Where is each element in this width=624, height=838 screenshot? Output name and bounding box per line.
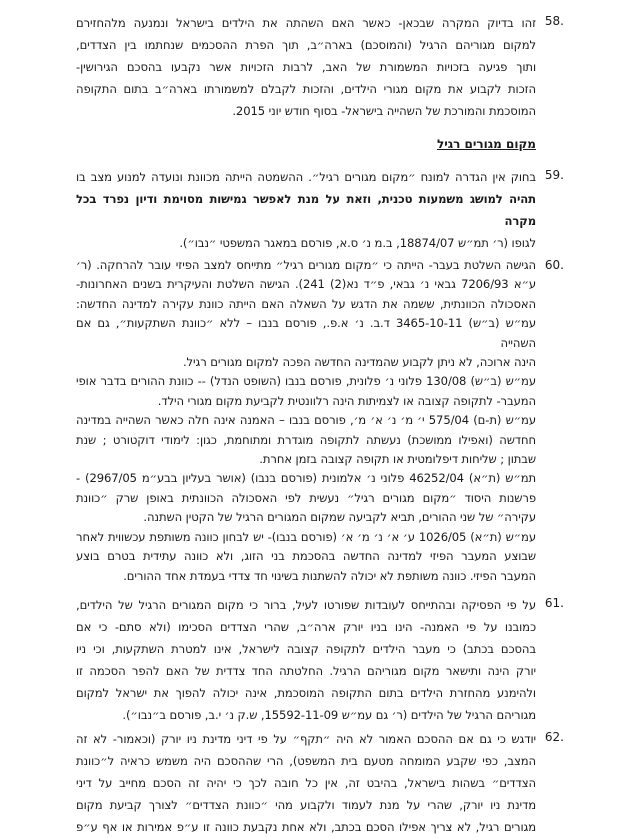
text-line: הגישה השלטת בעבר- הייתה כי ״מקום מגורים רגיל״ מתייחס למצב הפיזי עובר להרחקה. (ר׳	[76, 258, 536, 272]
text-line: למקום מגוריהם הרגיל (והמוסכם) בארה״ב, תוך הפרת ההסכמים שנחתמו בין הצדדים,	[76, 38, 536, 52]
text-line: כמובנו על פי האמנה- הינו בניו יורק ארה״ב, שהרי הצדדים הסכימו (ולא סתם- כי אם	[76, 619, 536, 634]
text-line: הינה ארוכה, לא ניתן לקבוע שהמדינה החדשה הפכה למקום מגורים רגיל.	[182, 355, 536, 370]
paragraph-number: 62.	[544, 729, 564, 744]
text-line: המעבר הפיזי. כוונה משותפת לא יכולה להשתנות בשינוי חד צדדי בעמדת אחד ההורים.	[123, 568, 536, 583]
paragraph-number: 60.	[544, 258, 564, 272]
paragraph-number: 59.	[544, 168, 564, 182]
text-line: ותוך פגיעה בזכויות המשמורת של האב, לרבות הזכויות אשר נקבעו בהסכם הגירושין-	[76, 60, 536, 74]
text-line: פרשנות היסוד ״מקום מגורים רגיל״ נעשית לפי האסכולה הכוונתית באופן שרק ״כוונת	[76, 490, 536, 505]
paragraph-59	[76, 166, 564, 254]
paragraph-number: 61.	[544, 595, 564, 610]
text-line: זהו בדיוק המקרה שבכאן- כאשר האם השהתה את הילדים בישראל ונמנעה מלהחזירם	[76, 16, 536, 30]
text-line: האסכולה הכוונתית, ששמה את הדגש על השאלה האם הייתה כוונת עקירה למדינה החדשה:	[76, 296, 536, 311]
paragraph-58	[76, 12, 564, 122]
text-line: חחדשה (ואפילו ממושכת) נעשתה לתקופה מוגדרת ומתוחמת, כגון: לימודי דוקטורט ; שנת	[76, 432, 536, 447]
text-line: המצב, כפי שקבע המומחה מטעם בית המשפט), הרי שההסכם היה משמש כראיה ל״כוונת	[76, 753, 536, 768]
text-line: עמ״ש (ב״ש) 3465-10-11 ד.ב. נ׳ א.פ., פורסם בנבו – ללא ״כוונת השתקעות״, גם אם השהייה	[76, 316, 536, 350]
paragraph-61	[76, 594, 564, 726]
text-line: המוסכמת והמורכת של השהייה בישראל- בסוף חודש יוני 2015.	[232, 104, 536, 118]
paragraph-62	[76, 728, 564, 838]
text-line: על פי הפסיקה ובהתייחס לעובדות שפורטו לעיל, ברור כי מקום המגורים הרגיל של הילדים,	[76, 597, 536, 612]
text-line: הזכות לקבוע את מקום מגורי הילדים, והזכות לקבלם למשמורתו בארה״ב בתום התקופה	[76, 82, 536, 96]
section-heading: מקום מגורים רגיל	[436, 137, 536, 151]
text-line: עמ״ש (ת-ם) 575/04 י׳ מ׳ נ׳ א׳ מ׳, פורסם בנבו – האמנה אינה חלה כאשר השהייה במדינה	[76, 413, 536, 428]
text-line: יורק הינה ותישאר מקום מגוריהם הרגיל. החלטתה החד צדדית של האם להפר הסכמה זו	[76, 663, 536, 678]
text-line: לגופו (ר׳ תמ״ש 18874/07, ב.מ נ׳ ס.א, פורסם במאגר המשפטי ״נבו״).	[179, 236, 536, 250]
text-line: בחוק אין הגדרה למונח ״מקום מגורים רגיל״. ההשמטה הייתה מכוונת ונועדה למנוע מצב בו	[76, 170, 536, 184]
text-line: בהסכם בכתב) כי מעבר הילדים לתקופה קצובה לישראל, אינו למטרת השתקעות, וכי ניו	[76, 641, 536, 656]
text-line: עקירה״ של שני ההורים, תביא לקביעה שמקום המגורים הרגיל של הקטין השתנה.	[143, 510, 536, 525]
text-line: מגוריהם הרגיל של הילדים (ר׳ גם עמ״ש 15592-11-09, ש.ק נ׳ י.ב, פורסם ב״נבו״).	[122, 707, 536, 722]
text-line: ולהימנע מהחזרת הילדים בתום התקופה המוסכמת, אינה יכולה להפוך את ישראל למקום	[76, 685, 536, 700]
text-line: תמ״ש (ת״א) 46252/04 פלוני נ׳ אלמונית (פורסם בנבו) (אושר בעליון בבע״מ 2967/05) -	[76, 471, 537, 486]
paragraph-spacer	[0, 586, 624, 594]
text-line: מדינת ניו יורק, שהרי על מנת לעמוד ולקבוע מהי ״כוונת הצדדים״ לצורך קביעת מקום	[76, 797, 536, 812]
text-line: שבוצע המעבר הפיזי למדינה החדשה בהסכמת בני הזוג, ולא כוונה עתידית בטרם בוצע	[76, 549, 536, 564]
text-line: הצדדים״ בשהות בישראל, בהיבט זה, אין כל חובה לכך כי יהיה זה הסכם מחייב על דיני	[76, 775, 536, 790]
text-line: יודגש כי גם אם ההסכם האמור לא היה ״תקף״ על פי דיני מדינת ניו יורק (וכאמור- לא זה	[76, 731, 536, 746]
text-line: המעבר- לתקופה קצובה או לצמיתות הינה רלוונטית לקביעת מקום מגורי הילד.	[157, 393, 536, 408]
paragraph-60	[76, 256, 564, 586]
text-line: ע״א 7206/93 גבאי נ׳ גבאי, פ״ד נא(2) 241). הגישה השלטת והעיקרית בשנים האחרונות-	[76, 277, 536, 292]
text-line: מגורים רגיל, לא צריך אפילו הסכם בכתב, ולא אחת נקבעת כוונה זו ע״פ אמירות או אף ע״פ	[76, 819, 536, 834]
text-line: עמ״ש (ת״א) 1026/05 ע׳ א׳ נ׳ מ׳ א׳ (פורסם בנבו)- יש לבחון כוונה משותפת עכשווית לאחר	[76, 529, 536, 544]
text-line: שבתון ; שליחות דיפלומטית או תקופה קצובה בזמן אחרת.	[259, 452, 536, 467]
text-line: עמ״ש (ב״ש) 130/08 פלוני נ׳ פלונית, פורסם בנבו (השופט הנדל) -- כוונת ההורים בדבר אופי	[76, 374, 536, 389]
paragraph-number: 58.	[544, 14, 564, 28]
text-line: תהיה למושג משמעות טכנית, וזאת על מנת לאפשר גמישות מסוימת ודיון נפרד בכל מקרה	[76, 192, 536, 228]
